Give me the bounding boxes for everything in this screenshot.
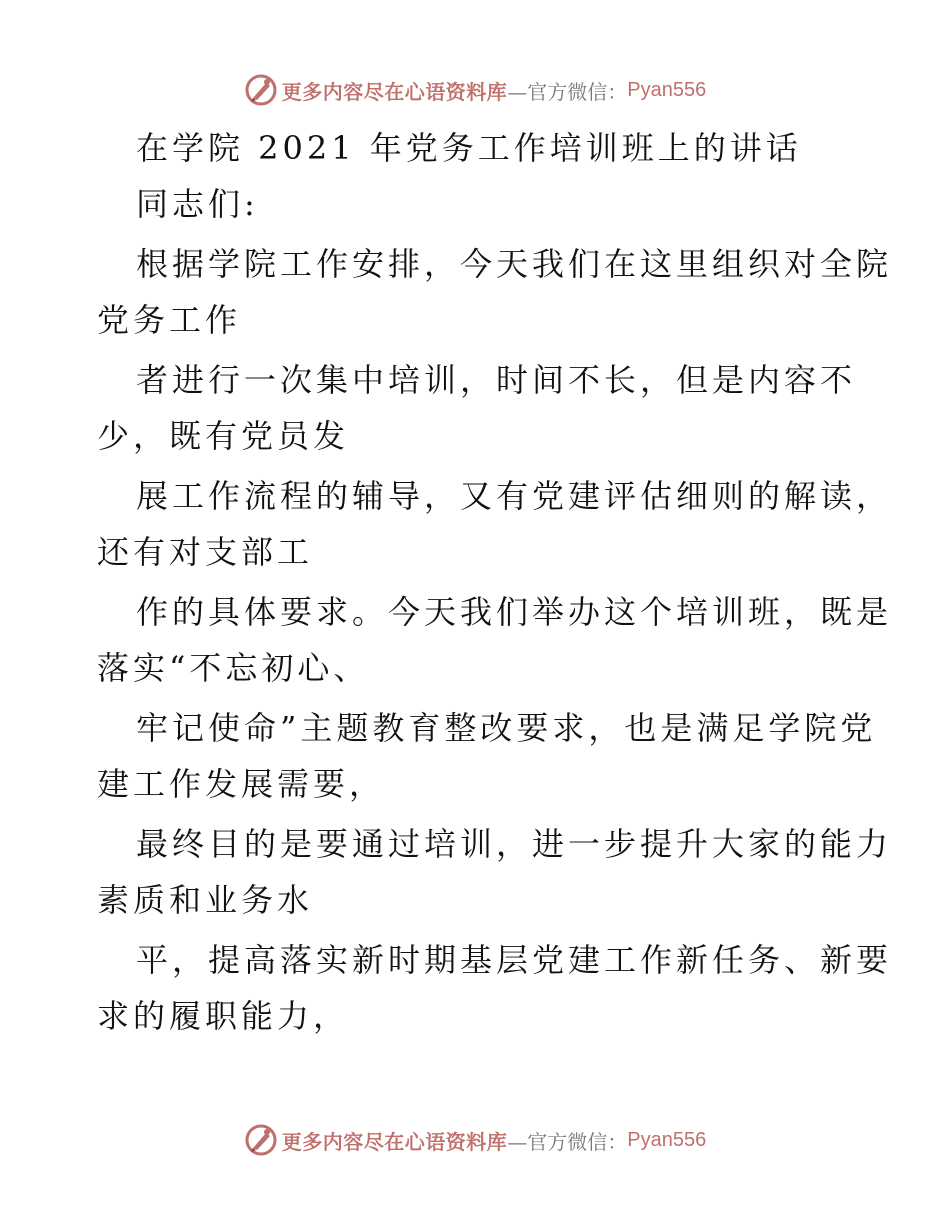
- text-line: 根据学院工作安排，今天我们在这里组织对全院: [136, 245, 893, 283]
- watermark-brand-text: 更多内容尽在心语资料库: [281, 79, 508, 104]
- text-line: 最终目的是要通过培训，进一步提升大家的能力: [136, 825, 893, 863]
- text-line: 平，提高落实新时期基层党建工作新任务、新要: [136, 941, 893, 979]
- text-line: 素质和业务水: [97, 881, 314, 919]
- text-line: 少，既有党员发: [97, 417, 350, 455]
- watermark-sub-text: —官方微信：: [507, 79, 628, 104]
- footer-watermark: [0, 1120, 950, 1160]
- text-line: 牢记使命”主题教育整改要求，也是满足学院党: [136, 709, 877, 747]
- watermark-id-text: Pyan556: [627, 78, 707, 101]
- watermark-id-text: Pyan556: [627, 1128, 707, 1151]
- text-line: 还有对支部工: [97, 533, 314, 571]
- text-line: 作的具体要求。今天我们举办这个培训班，既是: [136, 593, 893, 631]
- text-line: 展工作流程的辅导，又有党建评估细则的解读，: [136, 477, 893, 515]
- watermark-brand-text: 更多内容尽在心语资料库: [281, 1129, 508, 1154]
- watermark-sub-text: —官方微信：: [507, 1129, 628, 1154]
- text-line: 落实“不忘初心、: [97, 649, 370, 687]
- document-title: 在学院 2021 年党务工作培训班上的讲话: [136, 129, 802, 167]
- text-line: 者进行一次集中培训，时间不长，但是内容不: [136, 361, 857, 399]
- text-line: 党务工作: [97, 301, 242, 339]
- header-watermark: [0, 70, 950, 110]
- brand-logo-icon: [244, 73, 278, 107]
- text-line: 建工作发展需要，: [97, 765, 386, 803]
- text-line: 求的履职能力，: [97, 997, 350, 1035]
- text-line: 同志们:: [136, 185, 259, 223]
- brand-logo-icon: [244, 1123, 278, 1157]
